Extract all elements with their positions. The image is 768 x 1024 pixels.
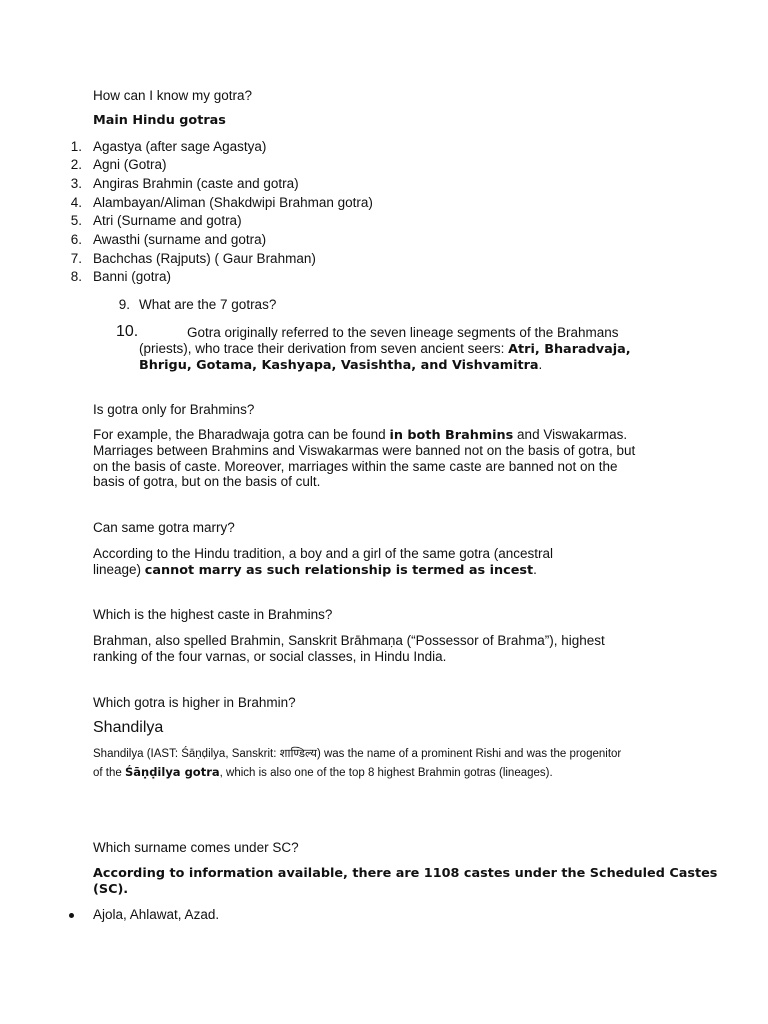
list-item-9: What are the 7 gotras? [139, 297, 277, 312]
example-line-3: on the basis of caste. Moreover, marriages within the same caste are banned not on the [93, 459, 618, 474]
text: and Viswakarmas. [513, 427, 628, 442]
list-number: 7. [70, 251, 82, 266]
brahman-line-1: Brahman, also spelled Brahmin, Sanskrit Brāhmaṇa (“Possessor of Brahma”), highest [93, 633, 605, 648]
list-item: Bachchas (Rajputs) ( Gaur Brahman) [93, 251, 316, 266]
seven-gotras-line-2 [139, 341, 631, 358]
sc-info-line-1: According to information available, there are 1108 castes under the Scheduled Castes [93, 866, 718, 881]
shandilya-gotra-bold: Śāṇḍilya gotra [124, 765, 220, 779]
text: of the [93, 767, 125, 779]
list-number: 6. [70, 232, 82, 247]
question-highest-caste: Which is the highest caste in Brahmins? [93, 607, 333, 622]
list-number: 3. [70, 176, 82, 191]
bullet-item: Ajola, Ahlawat, Azad. [93, 907, 220, 922]
example-line-2: Marriages between Brahmins and Viswakarmas were banned not on the basis of gotra, but [93, 443, 636, 458]
seven-gotras-text: (priests), who trace their derivation from seven ancient seers: [139, 341, 509, 356]
shandilya-heading: Shandilya [93, 719, 164, 736]
period: . [538, 357, 543, 372]
question-only-brahmins: Is gotra only for Brahmins? [93, 402, 255, 417]
list-number: 1. [70, 139, 82, 154]
example-line-1 [93, 427, 627, 444]
sc-info-line-2: (SC). [93, 882, 129, 897]
list-number-10: 10. [116, 323, 139, 340]
list-item: Atri (Surname and gotra) [93, 213, 242, 228]
list-number-9: 9. [118, 297, 130, 312]
question-surname-sc: Which surname comes under SC? [93, 840, 299, 855]
text: lineage) [93, 562, 145, 577]
question-gotra-higher: Which gotra is higher in Brahmin? [93, 695, 296, 710]
question-same-gotra: Can same gotra marry? [93, 520, 235, 535]
list-number: 4. [70, 195, 82, 210]
in-both-brahmins-bold: in both Brahmins [389, 428, 514, 443]
seers-names-bold: Atri, Bharadvaja, [508, 342, 631, 357]
list-item: Banni (gotra) [93, 269, 172, 284]
question-know-gotra: How can I know my gotra? [93, 88, 253, 103]
list-item: Agastya (after sage Agastya) [93, 139, 267, 154]
list-item: Agni (Gotra) [93, 157, 167, 172]
seers-names-bold: Bhrigu, Gotama, Kashyapa, Vasishtha, and Vishvamitra [139, 358, 539, 373]
list-item: Awasthi (surname and gotra) [93, 232, 267, 247]
seven-gotras-line-3 [139, 357, 542, 374]
list-number: 2. [70, 157, 82, 172]
tradition-line-1: According to the Hindu tradition, a boy and a girl of the same gotra (ancestral [93, 546, 554, 561]
incest-bold: cannot marry as such relationship is termed as incest [144, 563, 534, 578]
text: . [533, 562, 537, 577]
list-item: Alambayan/Aliman (Shakdwipi Brahman gotra) [93, 195, 373, 210]
list-number: 8. [70, 269, 82, 284]
list-item: Angiras Brahmin (caste and gotra) [93, 176, 299, 191]
bullet-icon [69, 913, 74, 918]
text: For example, the Bharadwaja gotra can be found [93, 427, 390, 442]
tradition-line-2 [93, 562, 537, 579]
list-number: 5. [70, 213, 82, 228]
shandilya-line-2 [93, 764, 553, 782]
example-line-4: basis of gotra, but on the basis of cult. [93, 474, 321, 489]
seven-gotras-line-1: Gotra originally referred to the seven lineage segments of the Brahmans [187, 325, 619, 340]
text: , which is also one of the top 8 highest Brahmin gotras (lineages). [219, 767, 553, 779]
main-hindu-gotras-heading: Main Hindu gotras [93, 113, 226, 128]
brahman-line-2: ranking of the four varnas, or social classes, in Hindu India. [93, 649, 447, 664]
shandilya-line-1: Shandilya (IAST: Śāṇḍilya, Sanskrit: शाण्डिल्य) was the name of a prominent Rishi and was the progenitor [93, 748, 622, 760]
